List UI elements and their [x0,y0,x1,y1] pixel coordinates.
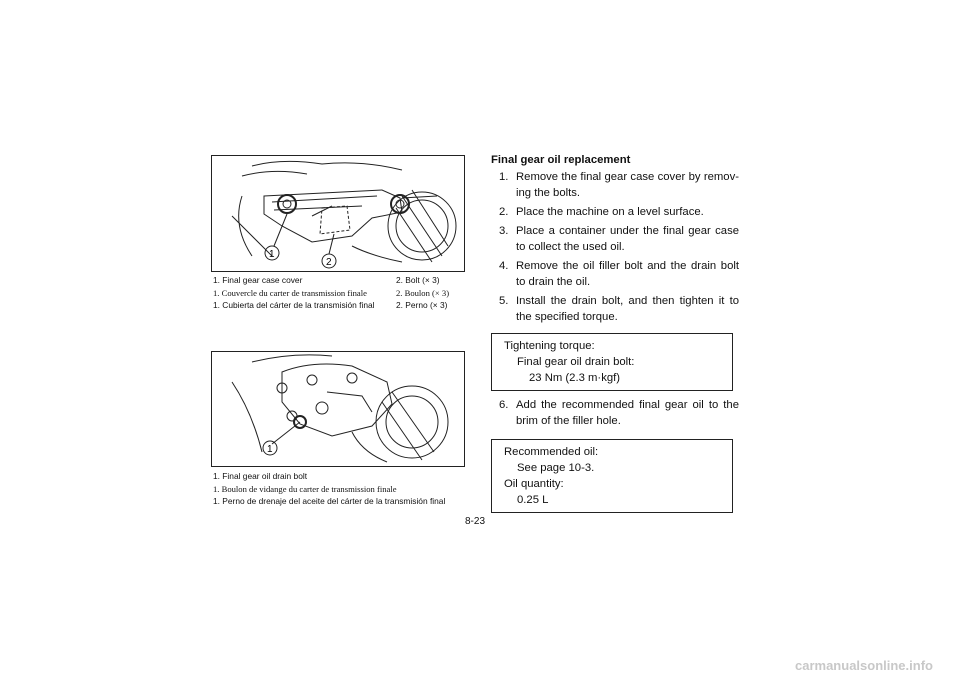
step-text: Add the recommended final gear oil to the brim of the filler hole. [516,399,739,427]
step-item [489,258,739,290]
caption-en-2: 2. Bolt (× 3) [396,275,440,285]
drain-bolt-illustration [212,352,464,466]
caption-en-1: 1. Final gear case cover [213,275,303,285]
torque-spec-box [491,333,733,391]
step-text: Install the drain bolt, and then tighten it to the specified torque. [516,295,739,323]
step-number: 1. [499,171,509,183]
procedure-column [489,152,739,513]
caption-fr-1: 1. Couvercle du carter de transmission finale [213,287,367,298]
step-text: Remove the oil filler bolt and the drain bolt to drain the oil. [516,260,739,288]
step-number: 5. [499,295,509,307]
torque-value: 23 Nm (2.3 m·kgf) [529,372,621,384]
caption-fr: 1. Boulon de vidange du carter de transmission finale [213,483,397,494]
oil-quantity-value: 0.25 L [517,494,549,506]
caption-en: 1. Final gear oil drain bolt [213,471,308,481]
step-item [489,293,739,325]
step-item [489,223,739,255]
callout-1: 1 [267,444,273,455]
caption-es-2: 2. Perno (× 3) [396,300,448,310]
oil-see-page: See page 10-3. [517,462,595,474]
step-item [489,397,739,429]
oil-quantity-label: Oil quantity: [504,478,564,490]
page-number: 8-23 [465,516,486,527]
figure-final-gear-case-cover [211,155,465,272]
caption-es-1: 1. Cubierta del cárter de la transmisión final [213,300,375,310]
step-text: Place the machine on a level surface. [516,206,704,218]
oil-title: Recommended oil: [504,446,599,458]
step-number: 3. [499,225,509,237]
step-number: 2. [499,206,509,218]
torque-item: Final gear oil drain bolt: [517,356,635,368]
section-heading: Final gear oil replacement [491,154,631,166]
step-text: Remove the final gear case cover by remov-ing the bolts. [516,171,739,199]
callout-2: 2 [326,257,332,268]
step-item [489,204,739,220]
gear-case-illustration [212,156,464,271]
step-number: 6. [499,399,509,411]
watermark: carmanualsonline.info [795,658,933,673]
figure2-caption [213,470,473,508]
callout-1: 1 [269,249,275,260]
oil-spec-box [491,439,733,513]
figure-drain-bolt [211,351,465,467]
step-item [489,169,739,201]
figure1-caption [213,274,473,312]
step-text: Place a container under the final gear case to collect the used oil. [516,225,739,253]
torque-title: Tightening torque: [504,340,595,352]
caption-fr-2: 2. Boulon (× 3) [396,287,450,298]
step-number: 4. [499,260,509,272]
caption-es: 1. Perno de drenaje del aceite del cárter de la transmisión final [213,496,446,506]
